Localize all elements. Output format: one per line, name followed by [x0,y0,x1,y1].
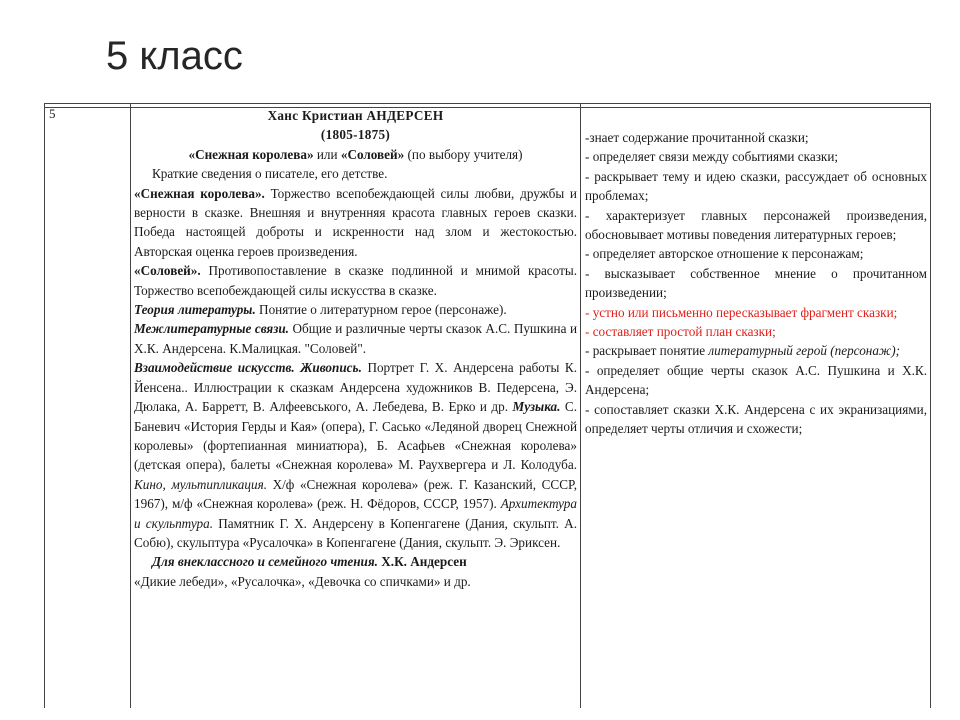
cinema-label: Кино, мультипликация. [134,476,267,492]
architecture-label: Архитектура и скульптура. [134,496,577,531]
bio-note: Краткие сведения о писателе, его детстве. [152,166,388,182]
author-years: (1805-1875) [320,127,391,143]
intertextual-text: Общие и различные черты сказок А.С. Пушкина и Х.К. Андерсена. К.Малицкая. "Соловей". [134,321,577,356]
extra-reading-works: «Дикие лебеди», «Русалочка», «Девочка со спичками» и др. [134,573,471,589]
result-literary-hero-term: литературный герой (персонаж); [708,343,900,359]
result-item: - высказывает собственное мнение о прочитанном произведении; [585,265,927,301]
result-item: - определяет авторское отношение к персонажам; [585,246,864,262]
author-name: Ханс Кристиан АНДЕРСЕН [267,108,444,123]
snow-queen-title: «Снежная королева». [134,185,265,201]
result-item: -знает содержание прочитанной сказки; [585,130,809,145]
result-literary-hero-prefix: - раскрывает понятие [585,343,709,359]
column-divider-1 [130,104,131,708]
result-item: - определяет связи между событиями сказки; [585,149,839,165]
result-item: - определяет общие черты сказок А.С. Пушкина и Х.К. Андерсена; [585,362,927,398]
architecture-text: Памятник Г. Х. Андерсену в Копенгагене (Дания, скульпт. А. Собю), скульптура «Русалочка» в Копенгагене (Дания, скульпт. Э. Эриксен. [134,515,577,550]
content-cell [134,106,577,591]
painting-text: Портрет Г. Х. Андерсена работы К. Йенсена.. Иллюстрации к сказкам Андерсена художников В. Педерсена, Э. Дюлака, А. Барретт, В. Алфеевського, А. Лебедева, В. Ерко и др. [134,360,578,415]
nightingale-title: «Соловей». [134,263,201,279]
result-item-highlighted: - составляет простой план сказки; [585,324,776,340]
curriculum-table [44,103,931,708]
extra-reading-title: Для внеклассного и семейного чтения. [152,554,378,570]
intertextual-title: Межлитературные связи. [134,321,289,337]
extra-reading-paragraph [134,552,577,571]
painting-label: Живопись. [300,360,362,376]
column-divider-2 [580,104,581,708]
cinema-text: Х/ф «Снежная королева» (реж. Г. Казанский, СССР, 1967), м/ф «Снежная королева» (реж. Н. Фёдоров, СССР, 1957). [134,476,577,512]
result-item-highlighted: - устно или письменно пересказывает фрагмент сказки; [585,304,898,320]
extra-reading-author: Х.К. Андерсен [377,554,467,570]
arts-title: Взаимодействие искусств. [134,360,295,376]
snow-queen-text: Торжество всепобеждающей силы любви, дружбы и верности в сказке. Внешняя и внутренняя красота главных героев сказки. Победа настоящей доброты и искренности над злом и жестокостью. Авторская оценка героев произведения. [134,185,577,259]
result-item: - раскрывает тему и идею сказки, рассуждает об основных проблемах; [585,168,927,204]
music-label: Музыка. [512,399,561,415]
result-item: - характеризует главных персонажей произведения, обосновывает мотивы поведения литературных героев; [585,207,927,243]
intertextual-paragraph [134,319,577,358]
nightingale-paragraph [134,261,577,300]
theory-text: Понятие о литературном герое (персонаже). [255,302,507,318]
arts-paragraph [134,358,577,552]
work-snow-queen: «Снежная королева» [188,146,314,162]
result-item: - сопоставляет сказки Х.К. Андерсена с их экранизациями, определяет черты отличия и схожести; [585,401,927,437]
works-line [134,145,577,164]
music-text: С. Баневич «История Герды и Кая» (опера), Г. Сасько «Ледяной дворец Снежной королевы» (фортепианная миниатюра), Б. Асафьев «Снежная королева» (детская опера), балеты «Снежная королева» М. Раухвергера и Л. Колодуба. [134,399,578,473]
theory-title: Теория литературы. [134,302,256,318]
snow-queen-paragraph [134,184,577,262]
works-or: или [313,146,341,162]
nightingale-text: Противопоставление в сказке подлинной и мнимой красоты. Торжество всепобеждающей силы искусства в сказке. [134,263,577,298]
works-choice: (по выбору учителя) [404,146,523,162]
work-nightingale: «Соловей» [340,146,405,162]
slide-title: 5 класс [106,34,243,78]
theory-paragraph [134,300,577,319]
result-item [585,341,927,360]
results-cell [585,128,927,439]
grade-number-cell: 5 [49,106,56,121]
